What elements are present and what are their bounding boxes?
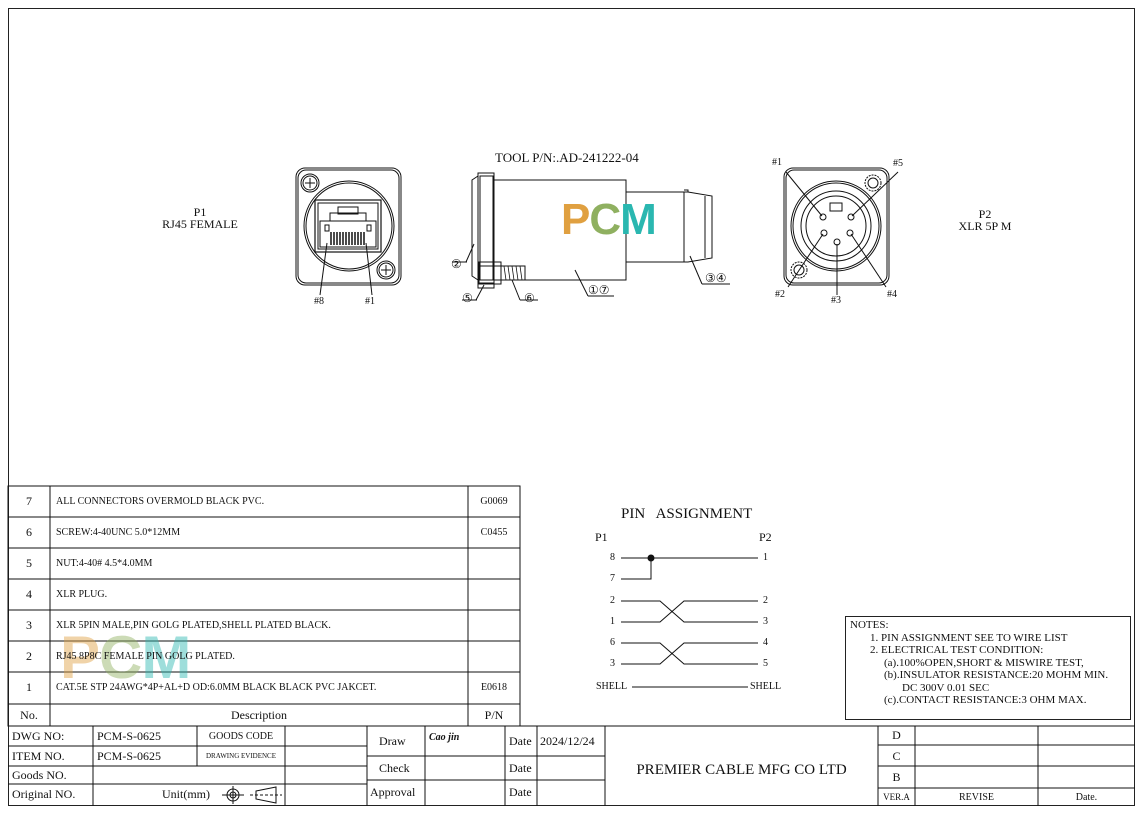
draw-label: Draw: [379, 734, 406, 748]
bom-row-no: 7: [26, 494, 32, 508]
bom-row-no: 2: [26, 649, 32, 663]
pin-left: 6: [610, 637, 615, 648]
rev-letter: D: [892, 728, 901, 742]
pcm-logo-watermark-bom: PCM: [60, 624, 191, 691]
xlr-connector-drawing: [784, 168, 898, 295]
dwg-no-value: PCM-S-0625: [97, 729, 162, 743]
bom-row-no: 5: [26, 556, 32, 570]
pin-left: 8: [610, 552, 615, 563]
callout-1-7: ①⑦: [588, 283, 610, 297]
rj45-connector-drawing: [296, 168, 401, 295]
note-line: 1. PIN ASSIGNMENT SEE TO WIRE LIST: [870, 631, 1068, 644]
bom-row-no: 6: [26, 525, 32, 539]
rev-letter: B: [892, 770, 901, 784]
revise-date-label: Date.: [1075, 792, 1098, 803]
draw-date-value: 2024/12/24: [540, 734, 595, 748]
note-line: 2. ELECTRICAL TEST CONDITION:: [870, 644, 1044, 656]
bom-row-desc: CAT.5E STP 24AWG*4P+AL+D OD:6.0MM BLACK BLACK PVC JAKCET.: [56, 682, 377, 693]
pin-right: 3: [763, 616, 768, 627]
p1-pin-1-label: #1: [365, 296, 375, 307]
bom-row-desc: ALL CONNECTORS OVERMOLD BLACK PVC.: [56, 496, 265, 507]
p1-name: RJ45 FEMALE: [162, 217, 238, 231]
draw-signature: Cao jin: [429, 732, 460, 743]
notes-title: NOTES:: [850, 619, 889, 631]
pin-left-head: P1: [595, 530, 608, 544]
check-label: Check: [379, 761, 410, 775]
date-label: Date: [509, 734, 532, 748]
item-no-value: PCM-S-0625: [97, 749, 162, 763]
callout-5: ⑤: [462, 291, 473, 305]
bom-row-no: 3: [26, 618, 32, 632]
revise-label: REVISE: [959, 792, 994, 803]
dwg-no-label: DWG NO:: [12, 729, 65, 743]
bom-row-no: 1: [26, 680, 32, 694]
bom-row-no: 4: [26, 587, 32, 601]
notes-box: [845, 616, 1131, 720]
shell-right: SHELL: [750, 681, 782, 692]
pin-left: 2: [610, 595, 615, 606]
p1-pin-8-label: #8: [314, 296, 324, 307]
bom-row-desc: NUT:4-40# 4.5*4.0MM: [56, 558, 153, 569]
shell-left: SHELL: [596, 681, 628, 692]
bom-head-pn: P/N: [484, 708, 504, 722]
item-no-label: ITEM NO.: [12, 749, 65, 763]
pin-left: 1: [610, 616, 615, 627]
ver-label: VER.A: [883, 792, 910, 802]
p2-pin-3-label: #3: [831, 295, 841, 306]
original-no-label: Original NO.: [12, 787, 76, 801]
bom-row-pn: E0618: [480, 682, 508, 693]
p1-label: [140, 206, 260, 230]
bom-head-desc: Description: [231, 708, 287, 722]
drawing-evidence-label: DRAWING EVIDENCE: [205, 752, 276, 760]
bom-head-no: No.: [20, 708, 38, 722]
note-line: (a).100%OPEN,SHORT & MISWIRE TEST,: [884, 656, 1084, 669]
p2-pin-4-label: #4: [887, 289, 897, 300]
bom-row-pn: C0455: [480, 527, 508, 538]
date-label: Date: [509, 761, 532, 775]
pin-left: 3: [610, 658, 615, 669]
unit-label: Unit(mm): [162, 787, 210, 801]
goods-no-label: Goods NO.: [12, 768, 67, 782]
p1-id: P1: [193, 205, 207, 219]
pin-right: 1: [763, 552, 768, 563]
bom-row-desc: SCREW:4-40UNC 5.0*12MM: [56, 527, 181, 538]
pin-left: 7: [610, 573, 615, 584]
callout-2: ②: [451, 257, 462, 271]
pcm-logo-watermark: PCM: [561, 195, 656, 244]
approval-label: Approval: [370, 785, 416, 799]
note-line: DC 300V 0.01 SEC: [902, 681, 990, 694]
p2-pin-2-label: #2: [775, 289, 785, 300]
company-name: PREMIER CABLE MFG CO LTD: [636, 762, 847, 778]
goods-code-label: GOODS CODE: [208, 731, 274, 742]
pin-right: 5: [763, 658, 768, 669]
rev-letter: C: [892, 749, 901, 763]
tool-pn-label: TOOL P/N:.AD-241222-04: [495, 150, 639, 165]
date-label: Date: [509, 785, 532, 799]
p2-pin-1-label: #1: [772, 157, 782, 168]
bom-row-desc: XLR PLUG.: [56, 589, 108, 600]
p2-label: [935, 208, 1035, 232]
pin-right: 2: [763, 595, 768, 606]
note-line: (c).CONTACT RESISTANCE:3 OHM MAX.: [884, 694, 1087, 706]
pin-assignment-title: PIN ASSIGNMENT: [621, 506, 753, 522]
bom-row-pn: G0069: [480, 496, 508, 507]
pin-right: 4: [763, 637, 768, 648]
p2-pin-5-label: #5: [893, 158, 903, 169]
note-line: (b).INSULATOR RESISTANCE:20 MOHM MIN.: [884, 669, 1109, 681]
bom-row-desc: XLR 5PIN MALE,PIN GOLG PLATED,SHELL PLATED BLACK.: [56, 620, 331, 631]
callout-3-4: ③④: [705, 271, 727, 285]
bom-row-desc: RJ45 8P8C FEMALE PIN GOLG PLATED.: [56, 651, 235, 662]
p2-id: P2: [978, 207, 992, 221]
p2-name: XLR 5P M: [958, 219, 1012, 233]
callout-6: ⑥: [524, 291, 535, 305]
pin-assignment-diagram: [621, 555, 758, 687]
pin-right-head: P2: [759, 530, 772, 544]
